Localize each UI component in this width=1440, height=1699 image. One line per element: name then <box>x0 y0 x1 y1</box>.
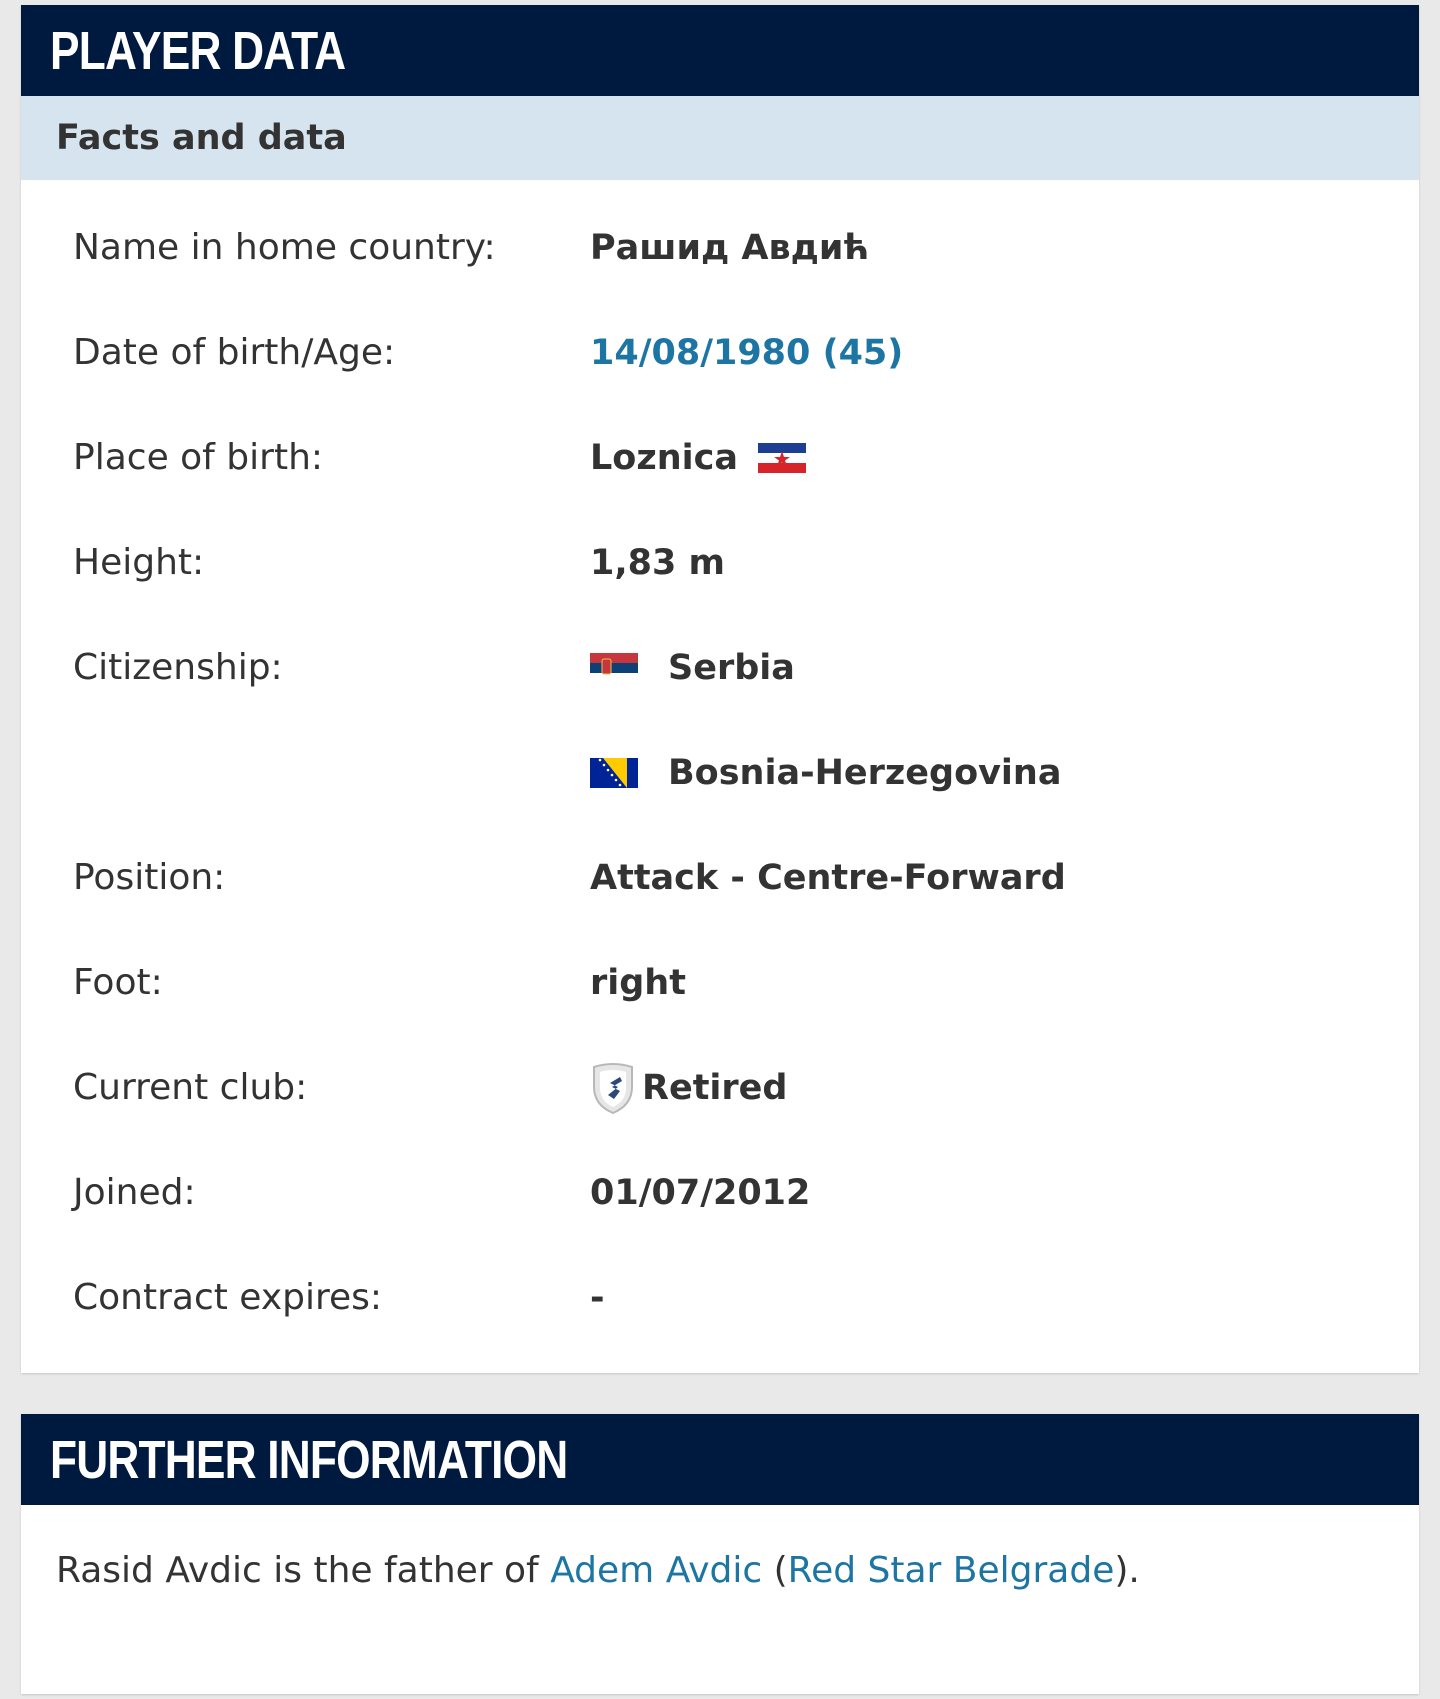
date-of-birth-link[interactable]: 14/08/1980 (45) <box>590 332 904 373</box>
fact-value-joined: 01/07/2012 <box>590 1172 811 1213</box>
fact-value-current-club[interactable] <box>590 1035 787 1140</box>
fact-row-current-club <box>21 1035 1419 1140</box>
fact-label: Foot: <box>73 962 163 1003</box>
fact-value-name-home-country: Рашид Авдић <box>590 227 870 268</box>
red-star-belgrade-link[interactable]: Red Star Belgrade <box>787 1550 1115 1591</box>
current-club-link[interactable]: Retired <box>642 1067 788 1108</box>
fact-label: Contract expires: <box>73 1277 383 1318</box>
fact-row-name-home-country <box>21 195 1419 300</box>
citizenship-bosnia-text: Bosnia-Herzegovina <box>668 752 1062 793</box>
fact-label: Current club: <box>73 1067 308 1108</box>
fact-row-citizenship-2 <box>21 720 1419 825</box>
fact-row-contract-expires <box>21 1245 1419 1350</box>
further-information-headline: FURTHER INFORMATION <box>21 1414 1419 1505</box>
player-data-box <box>21 5 1419 1373</box>
fact-label: Position: <box>73 857 226 898</box>
fact-label: Date of birth/Age: <box>73 332 396 373</box>
fact-label: Citizenship: <box>73 647 283 688</box>
facts-and-data-subheading: Facts and data <box>21 96 1419 180</box>
fact-row-citizenship <box>21 615 1419 720</box>
citizenship-serbia-text: Serbia <box>668 647 795 688</box>
fact-value-contract-expires: - <box>590 1277 605 1318</box>
further-information-box <box>21 1414 1419 1694</box>
fact-label: Height: <box>73 542 205 583</box>
fact-label: Place of birth: <box>73 437 324 478</box>
fact-value-citizenship-1 <box>590 615 795 720</box>
fact-row-height <box>21 510 1419 615</box>
further-text-before: Rasid Avdic is the father of <box>56 1550 551 1591</box>
fact-row-date-of-birth <box>21 300 1419 405</box>
fact-value-foot: right <box>590 962 686 1003</box>
yugoslavia-flag-icon <box>758 443 806 473</box>
fact-row-joined <box>21 1140 1419 1245</box>
further-text-middle: ( <box>762 1550 788 1591</box>
fact-value-citizenship-2 <box>590 720 1061 825</box>
bosnia-herzegovina-flag-icon <box>590 758 638 788</box>
fact-label: Joined: <box>73 1172 196 1213</box>
adem-avdic-link[interactable]: Adem Avdic <box>550 1550 763 1591</box>
place-of-birth-text: Loznica <box>590 437 738 478</box>
retired-club-crest-icon[interactable] <box>590 1061 636 1115</box>
fact-value-place-of-birth <box>590 405 806 510</box>
fact-value-height: 1,83 m <box>590 542 726 583</box>
fact-row-foot <box>21 930 1419 1035</box>
player-data-headline: PLAYER DATA <box>21 5 1419 96</box>
further-information-text <box>21 1505 1419 1597</box>
fact-row-place-of-birth <box>21 405 1419 510</box>
further-text-after: ). <box>1114 1550 1140 1591</box>
fact-row-position <box>21 825 1419 930</box>
fact-value-position: Attack - Centre-Forward <box>590 857 1066 898</box>
serbia-flag-icon <box>590 653 638 683</box>
fact-label: Name in home country: <box>73 227 496 268</box>
